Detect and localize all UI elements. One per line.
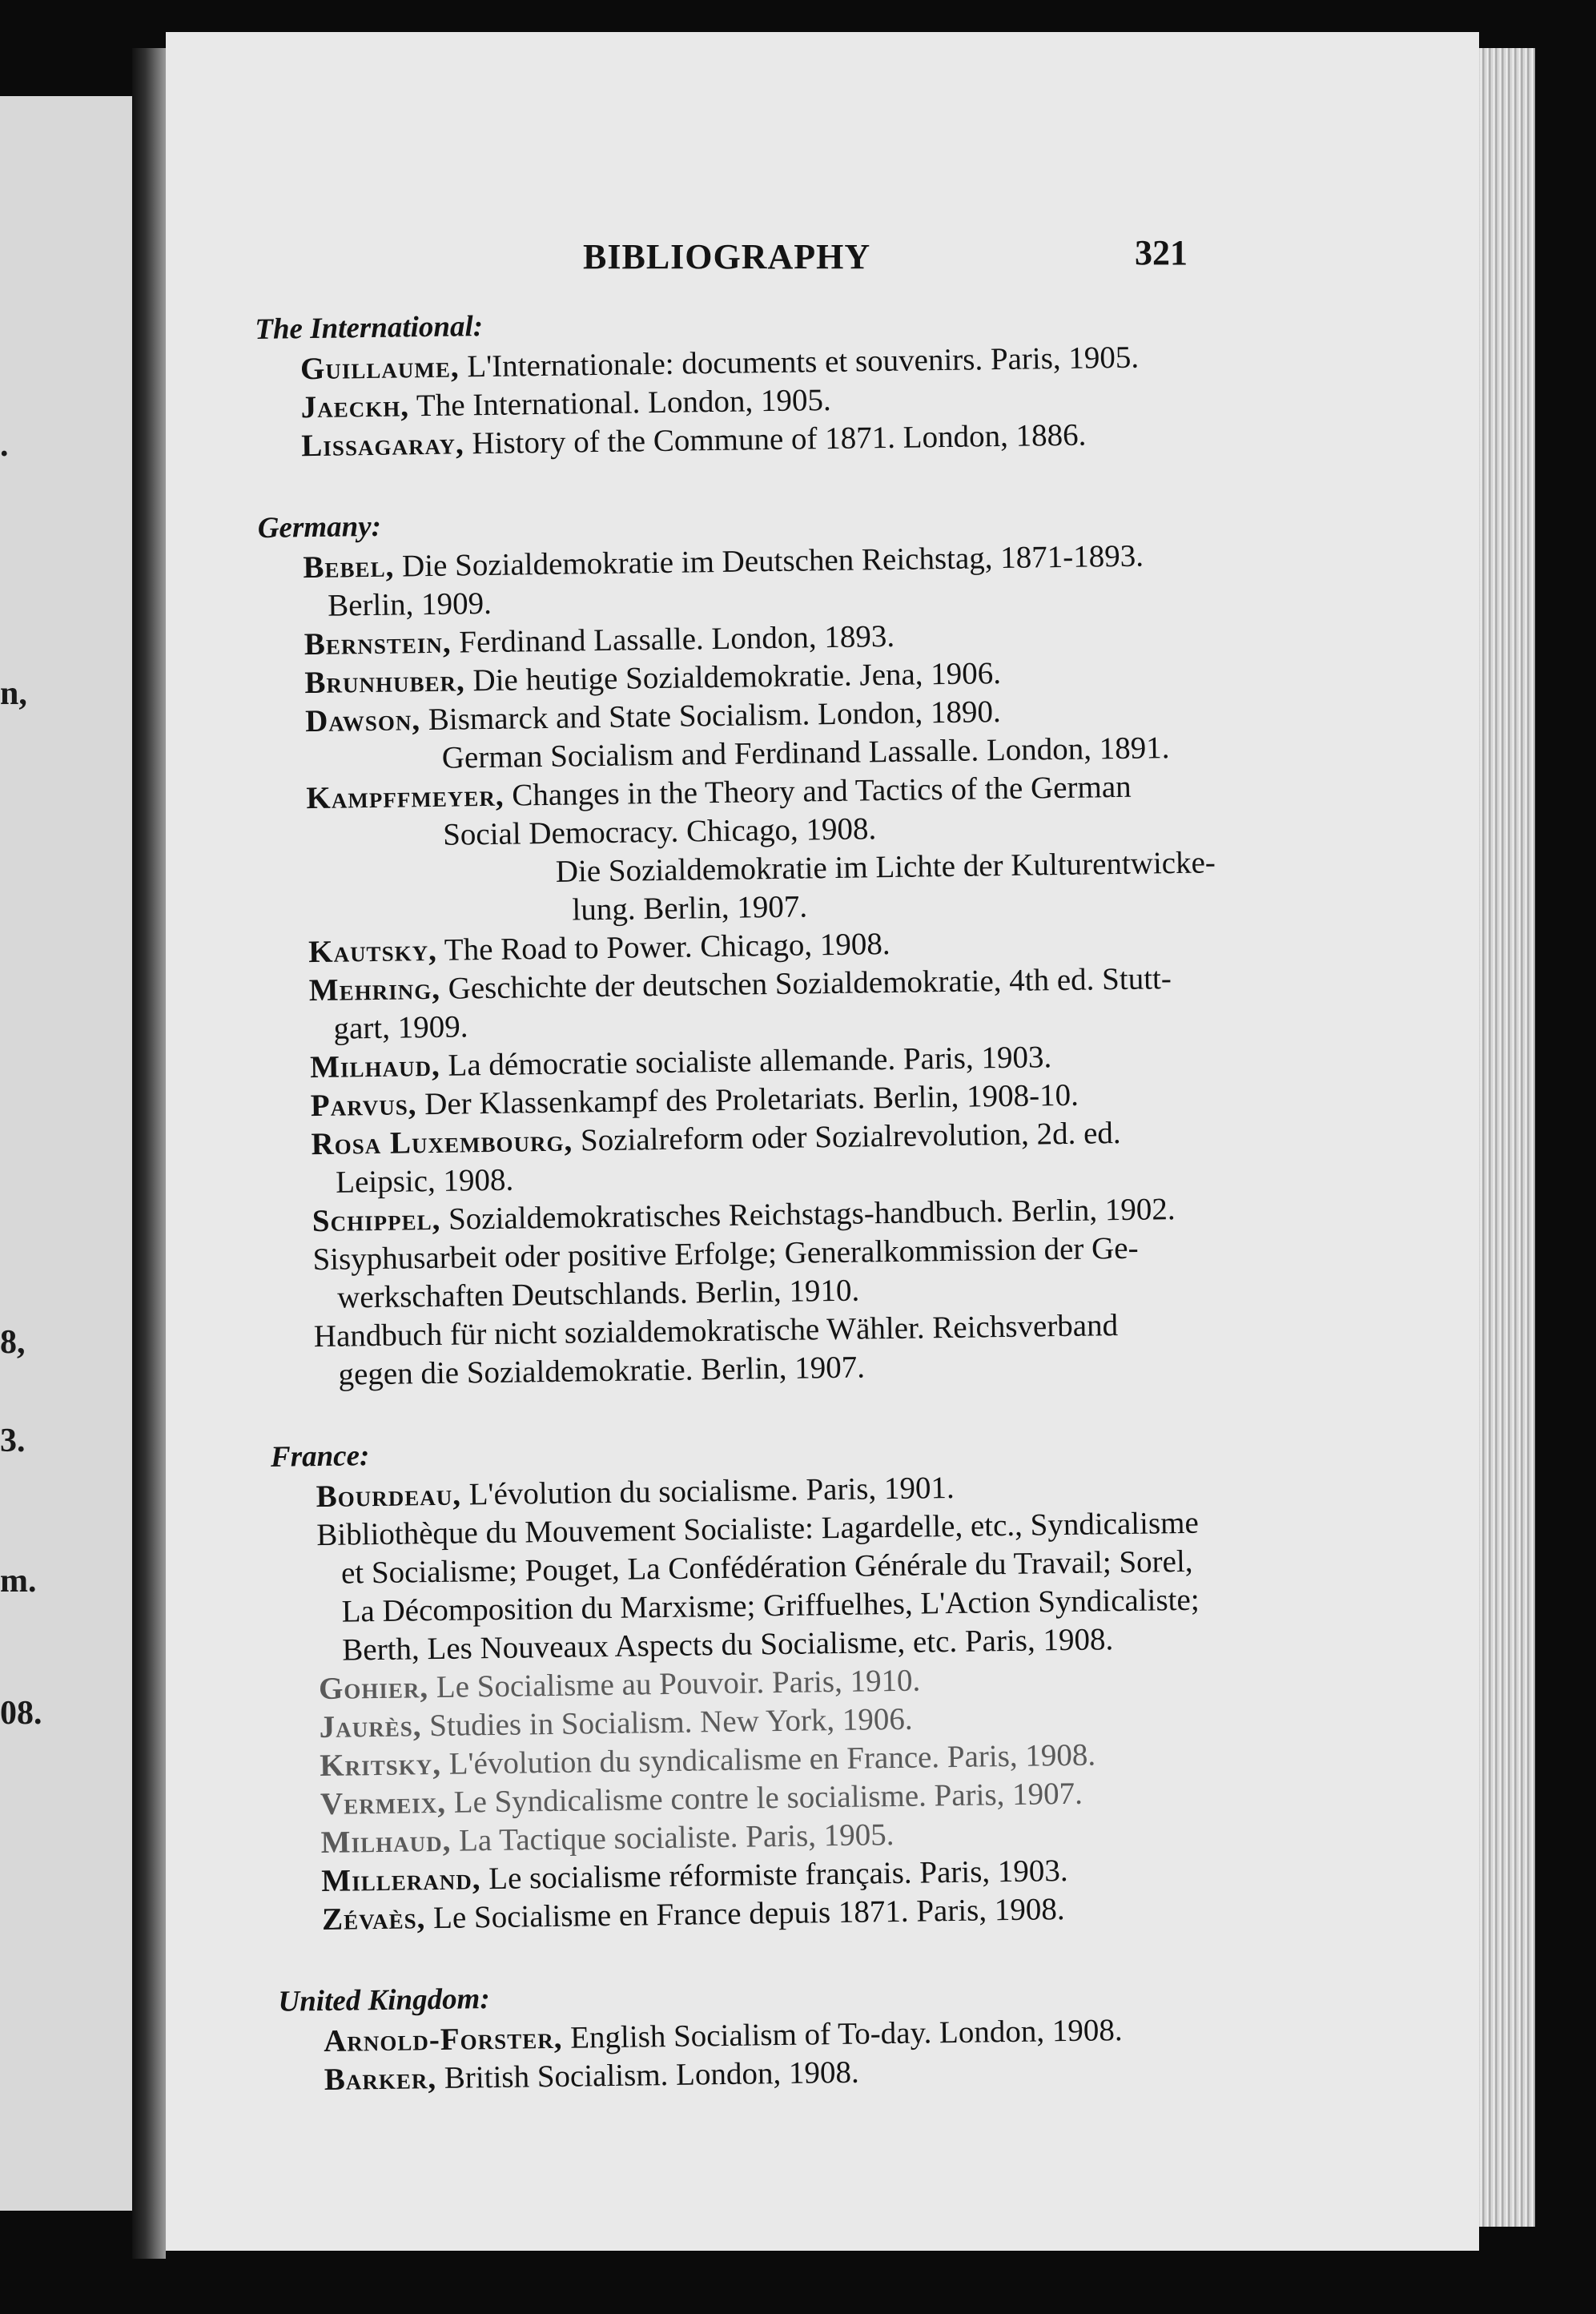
section-title: France:: [270, 1439, 370, 1474]
entry-author: Barker,: [324, 2061, 437, 2098]
entry-author: Kritsky,: [320, 1746, 442, 1784]
entry-author: Bebel,: [303, 549, 395, 586]
entry-author: Arnold-Forster,: [323, 2020, 563, 2059]
entry-text: L'Internationale: documents et souvenirs. Paris, 1905.: [459, 340, 1140, 384]
entry-text: History of the Commune of 1871. London, 1886.: [464, 417, 1087, 461]
facing-page-fragment: 3.: [0, 1423, 26, 1459]
entry-author: Bourdeau,: [316, 1477, 462, 1515]
facing-page-fragment: 8,: [0, 1324, 26, 1361]
entry-continuation: lung. Berlin, 1907.: [572, 889, 808, 928]
entry-author: Guillaume,: [300, 349, 460, 387]
entry-continuation: gegen die Sozialdemokratie. Berlin, 1907.: [338, 1350, 866, 1392]
entry-author: Milhaud,: [309, 1048, 441, 1085]
entry-text: The International. London, 1905.: [408, 382, 831, 424]
entry-author: Millerand,: [321, 1861, 481, 1899]
entry-text: Sisyphusarbeit oder positive Erfolge; Generalkommission der Ge-: [312, 1230, 1139, 1278]
entry-text: Handbuch für nicht sozialdemokratische Wähler. Reichsverband: [313, 1308, 1119, 1354]
running-head: BIBLIOGRAPHY: [583, 237, 871, 276]
book-gutter: [132, 48, 166, 2259]
entry-author: Dawson,: [304, 702, 421, 739]
facing-page-fragment: n,: [0, 675, 27, 712]
entry-author: Jaurès,: [319, 1708, 422, 1745]
entry-continuation: La Décomposition du Marxisme; Griffuelhes, L'Action Syndicaliste;: [341, 1582, 1200, 1629]
entry-text: Le Socialisme en France depuis 1871. Paris, 1908.: [425, 1892, 1065, 1936]
entry-author: Rosa Luxembourg,: [311, 1123, 573, 1162]
bibliography-entry: [261, 766, 1264, 933]
section-title: Germany:: [257, 509, 382, 545]
entry-author: Mehring,: [308, 971, 441, 1008]
entry-author: Gohier,: [318, 1670, 429, 1707]
entry-author: Schippel,: [312, 1201, 441, 1239]
entry-text: La démocratie socialiste allemande. Paris, 1903.: [440, 1040, 1052, 1083]
entry-continuation: Leipsic, 1908.: [335, 1162, 514, 1200]
entry-text: Le socialisme réformiste français. Paris, 1903.: [480, 1853, 1068, 1897]
entry-author: Parvus,: [310, 1087, 417, 1124]
entry-continuation: Social Democracy. Chicago, 1908.: [442, 811, 877, 852]
entry-text: Die Sozialdemokratie im Deutschen Reichstag, 1871-1893.: [393, 538, 1144, 584]
entry-text: Geschichte der deutschen Sozialdemokratie, 4th ed. Stutt-: [440, 961, 1172, 1006]
bibliography-section: [255, 297, 1258, 466]
entry-continuation: werkschaften Deutschlands. Berlin, 1910.: [336, 1273, 860, 1315]
entry-text: English Socialism of To-day. London, 1908.: [562, 2013, 1123, 2055]
entry-text: Bismarck and State Socialism. London, 1890.: [420, 694, 1001, 738]
entry-text: L'évolution du syndicalisme en France. Paris, 1908.: [440, 1737, 1096, 1781]
facing-page-fragment: 08.: [0, 1695, 42, 1732]
bibliography-entry: [258, 536, 1260, 626]
entry-text: The Road to Power. Chicago, 1908.: [436, 926, 890, 968]
entry-author: Lissagaray,: [301, 426, 464, 464]
bibliography-entry: [264, 958, 1266, 1048]
facing-page-edge: [0, 96, 132, 2211]
entry-text: British Socialism. London, 1908.: [436, 2054, 859, 2096]
entry-continuation: German Socialism and Ferdinand Lassalle. London, 1891.: [441, 730, 1170, 775]
bibliography-entry: [269, 1304, 1271, 1394]
entry-text: Sozialdemokratisches Reichstags-handbuch. Berlin, 1902.: [440, 1192, 1176, 1237]
bibliography-section: [257, 496, 1270, 1395]
entry-author: Brunhuber,: [304, 663, 466, 701]
entry-text: Le Socialisme au Pouvoir. Paris, 1910.: [428, 1663, 921, 1705]
entry-author: Milhaud,: [320, 1823, 452, 1861]
bibliography-content: [255, 297, 1281, 2143]
page-edges: [1479, 48, 1535, 2227]
entry-continuation: gart, 1909.: [333, 1009, 468, 1046]
entry-author: Vermeix,: [320, 1785, 447, 1822]
entry-text: Sozialreform oder Sozialrevolution, 2d. ed.: [572, 1116, 1121, 1158]
entry-continuation: et Socialisme; Pouget, La Confédération Générale du Travail; Sorel,: [340, 1543, 1193, 1591]
entry-text: Studies in Socialism. New York, 1906.: [421, 1701, 913, 1744]
entry-text: Le Syndicalisme contre le socialisme. Paris, 1907.: [445, 1776, 1083, 1820]
entry-text: La Tactique socialiste. Paris, 1905.: [450, 1817, 894, 1858]
entry-continuation: Berlin, 1909.: [327, 586, 492, 623]
entry-text: Die heutige Sozialdemokratie. Jena, 1906.: [464, 656, 1002, 698]
entry-author: Zévaès,: [321, 1901, 426, 1938]
page-number: 321: [1135, 233, 1188, 272]
entry-author: Kautsky,: [308, 932, 438, 970]
facing-page-fragment: .: [0, 427, 9, 464]
entry-text: Bibliothèque du Mouvement Socialiste: Lagardelle, etc., Syndicalisme: [316, 1505, 1200, 1553]
entry-text: Changes in the Theory and Tactics of the German: [504, 769, 1132, 813]
entry-continuation: Berth, Les Nouveaux Aspects du Socialisme, etc. Paris, 1908.: [342, 1622, 1114, 1668]
bibliography-section: [271, 1424, 1279, 1939]
entry-author: Jaeckh,: [300, 388, 410, 425]
entry-text: Ferdinand Lassalle. London, 1893.: [451, 618, 895, 660]
bibliography-section: [278, 1969, 1280, 2099]
bibliography-entry: [271, 1503, 1275, 1670]
entry-author: Bernstein,: [304, 625, 452, 662]
bibliography-entry: [266, 1112, 1268, 1202]
section-title: United Kingdom:: [278, 1982, 490, 2018]
entry-text: L'évolution du socialisme. Paris, 1901.: [460, 1470, 955, 1512]
section-title: The International:: [255, 310, 484, 346]
facing-page-fragment: m.: [0, 1563, 37, 1600]
entry-continuation: Die Sozialdemokratie im Lichte der Kulturentwicke-: [555, 845, 1216, 889]
entry-author: Kampffmeyer,: [306, 778, 505, 816]
entry-text: Der Klassenkampf des Proletariats. Berlin, 1908-10.: [416, 1077, 1079, 1122]
bibliography-entry: [260, 689, 1262, 779]
bibliography-entry: [267, 1227, 1269, 1318]
